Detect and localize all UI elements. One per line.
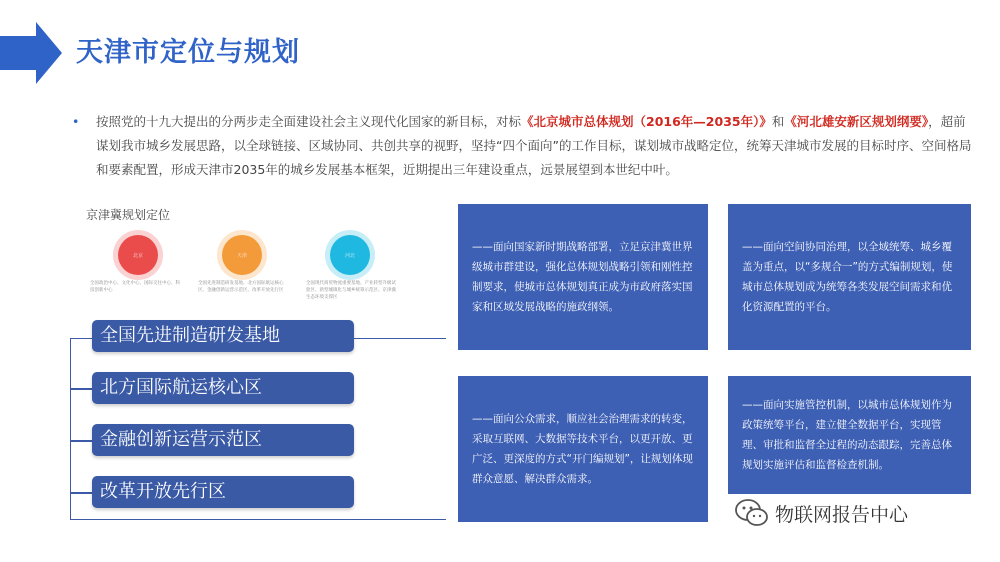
card-text: ——面向国家新时期战略部署，立足京津冀世界级城市群建设，强化总体规划战略引领和刚性控制要求，使城市总体规划真正成为市政府落实国家和区域发展战略的施政纲领。 — [472, 241, 693, 313]
connector-line — [70, 492, 92, 494]
intro-part1: 按照党的十九大提出的分两步走全面建设社会主义现代化国家的新目标，对标 — [96, 114, 522, 129]
card-text: ——面向公众需求，顺应社会治理需求的转变，采取互联网、大数据等技术平台，以更开放、更广泛、更深度的方式“开门编规划”，让规划体现群众意愿、解决群众需求。 — [472, 413, 693, 485]
intro-highlight2: 《河北雄安新区规划纲要》 — [784, 114, 929, 129]
card-text: ——面向空间协同治理，以全域统筹、城乡覆盖为重点，以“多规合一”的方式编制规划，使城市总体规划成为统筹各类发展空间需求和优化资源配置的平台。 — [742, 241, 953, 313]
tianjin-circle — [222, 235, 262, 275]
card-national-strategy — [458, 204, 708, 350]
card-text: ——面向实施管控机制，以城市总体规划作为政策统筹平台，建立健全数据平台，实现管理、审批和监督全过程的动态跟踪，完善总体规划实施评估和监督检查机制。 — [742, 399, 952, 471]
page-title: 天津市定位与规划 — [76, 37, 300, 68]
connector-line — [70, 388, 92, 390]
bullet-icon: • — [72, 114, 80, 129]
position-pill: 全国先进制造研发基地 — [92, 320, 354, 352]
intro-part2: 和 — [771, 114, 785, 129]
card-implementation — [728, 376, 971, 494]
wechat-icon — [735, 498, 769, 528]
hebei-circle — [330, 235, 370, 275]
position-pill: 改革开放先行区 — [92, 476, 354, 508]
beijing-circle — [118, 235, 158, 275]
watermark-text: 物联网报告中心 — [775, 503, 909, 526]
intro-part3: ，超前谋划我市城乡发展思路，以全球链接、区域协同、共创共享的视野，坚持“四个面向”的工作目标，谋划城市战略定位，统筹天津城市发展的目标时序、空间格局和要素配置，形成天津市2035年的城乡发展基本框架，近期提出三年建设重点，远景展望到本世纪中叶。 — [96, 114, 972, 177]
hebei-circle-label: 河北 — [344, 252, 355, 259]
position-pill: 金融创新运营示范区 — [92, 424, 354, 456]
arrow-icon — [0, 22, 62, 84]
tianjin-desc: 全国先进制造研发基地、北方国际航运核心区、金融创新运营示范区、改革开放先行区 — [198, 281, 284, 293]
watermark — [735, 498, 908, 528]
intro-highlight1: 《北京城市总体规划（2016年—2035年）》 — [521, 114, 772, 129]
position-pill: 北方国际航运核心区 — [92, 372, 354, 404]
beijing-desc: 全国政治中心、文化中心、国际交往中心、科技创新中心 — [90, 281, 180, 293]
connector-line — [70, 440, 92, 442]
intro-text — [72, 110, 978, 182]
hebei-desc: 全国现代商贸物流重要基地、产业转型升级试验区、新型城镇化与城乡统筹示范区、京津冀生态环境支撑区 — [306, 281, 396, 300]
card-spatial-governance — [728, 204, 971, 350]
tianjin-circle-label: 天津 — [236, 252, 247, 259]
panel-title: 京津冀规划定位 — [86, 208, 171, 222]
card-public-needs — [458, 376, 708, 522]
intro-paragraph — [72, 110, 978, 182]
beijing-circle-label: 北京 — [132, 252, 143, 259]
